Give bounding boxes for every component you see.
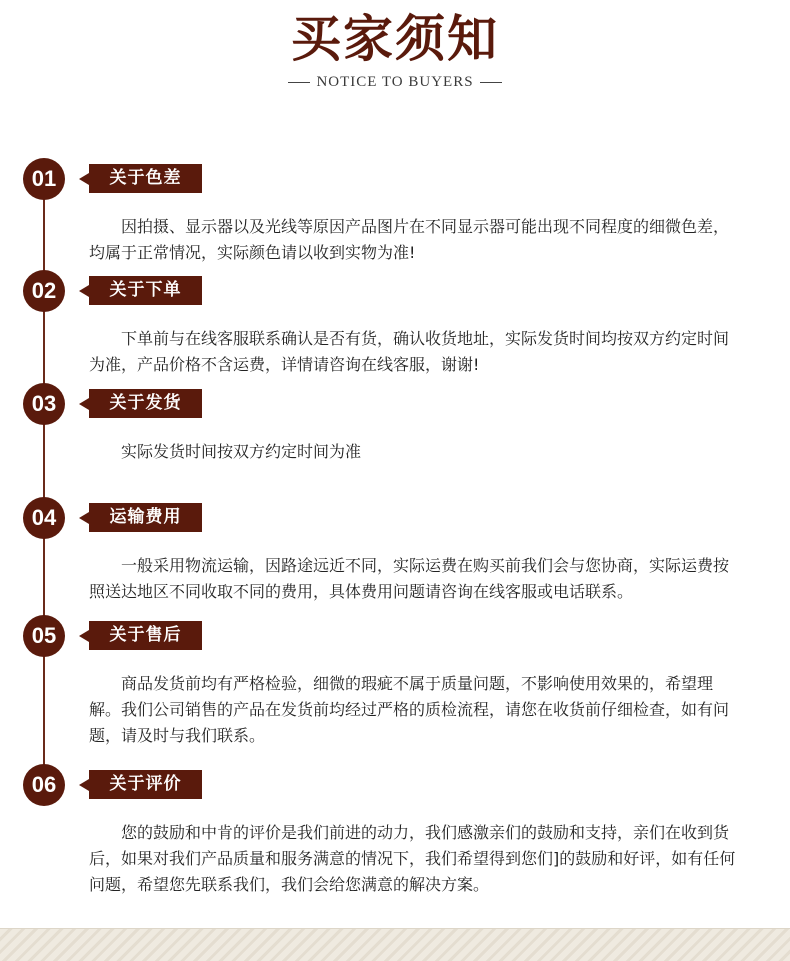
section-body-text: 因拍摄、显示器以及光线等原因产品图片在不同显示器可能出现不同程度的细微色差，均属于正常情况，实际颜色请以收到实物为准!: [89, 217, 730, 262]
section-heading-tag: 关于发货: [89, 389, 202, 418]
subtitle-left-dash: [288, 82, 310, 83]
section-number-badge: 06: [23, 764, 65, 806]
section-body-text: 您的鼓励和中肯的评价是我们前进的动力，我们感激亲们的鼓励和支持，亲们在收到货后，如果对我们产品质量和服务满意的情况下，我们希望得到您们]的鼓励和好评，如有任何问题，希望您先联系我们，我们会给您满意的解决方案。: [89, 823, 736, 894]
section-heading-tag: 关于色差: [89, 164, 202, 193]
page-header: [0, 0, 790, 100]
page-subtitle: NOTICE TO BUYERS: [316, 74, 474, 90]
timeline-line: [43, 176, 45, 788]
section-number-badge: 04: [23, 497, 65, 539]
section-body-text: 商品发货前均有严格检验，细微的瑕疵不属于质量问题，不影响使用效果的，希望理解。我们公司销售的产品在发货前均经过严格的质检流程，请您在收货前仔细检查，如有问题，请及时与我们联系。: [89, 674, 730, 745]
section-number-badge: 03: [23, 383, 65, 425]
footer-texture-band: [0, 928, 790, 961]
section-heading-tag: 关于下单: [89, 276, 202, 305]
section-body-text: 下单前与在线客服联系确认是否有货，确认收货地址，实际发货时间均按双方约定时间为准，产品价格不含运费，详情请咨询在线客服，谢谢!: [89, 329, 730, 374]
section-number-badge: 01: [23, 158, 65, 200]
section-number-badge: 05: [23, 615, 65, 657]
page-title: 买家须知: [291, 9, 499, 68]
section-body-text: 一般采用物流运输，因路途远近不同，实际运费在购买前我们会与您协商，实际运费按照送达地区不同收取不同的费用，具体费用问题请咨询在线客服或电话联系。: [89, 556, 730, 601]
subtitle-right-dash: [480, 82, 502, 83]
section-number-badge: 02: [23, 270, 65, 312]
section-heading-tag: 运输费用: [89, 503, 202, 532]
section-heading-tag: 关于评价: [89, 770, 202, 799]
section-heading-tag: 关于售后: [89, 621, 202, 650]
page-subtitle-row: [0, 72, 790, 92]
section-body-text: 实际发货时间按双方约定时间为准: [121, 442, 362, 461]
